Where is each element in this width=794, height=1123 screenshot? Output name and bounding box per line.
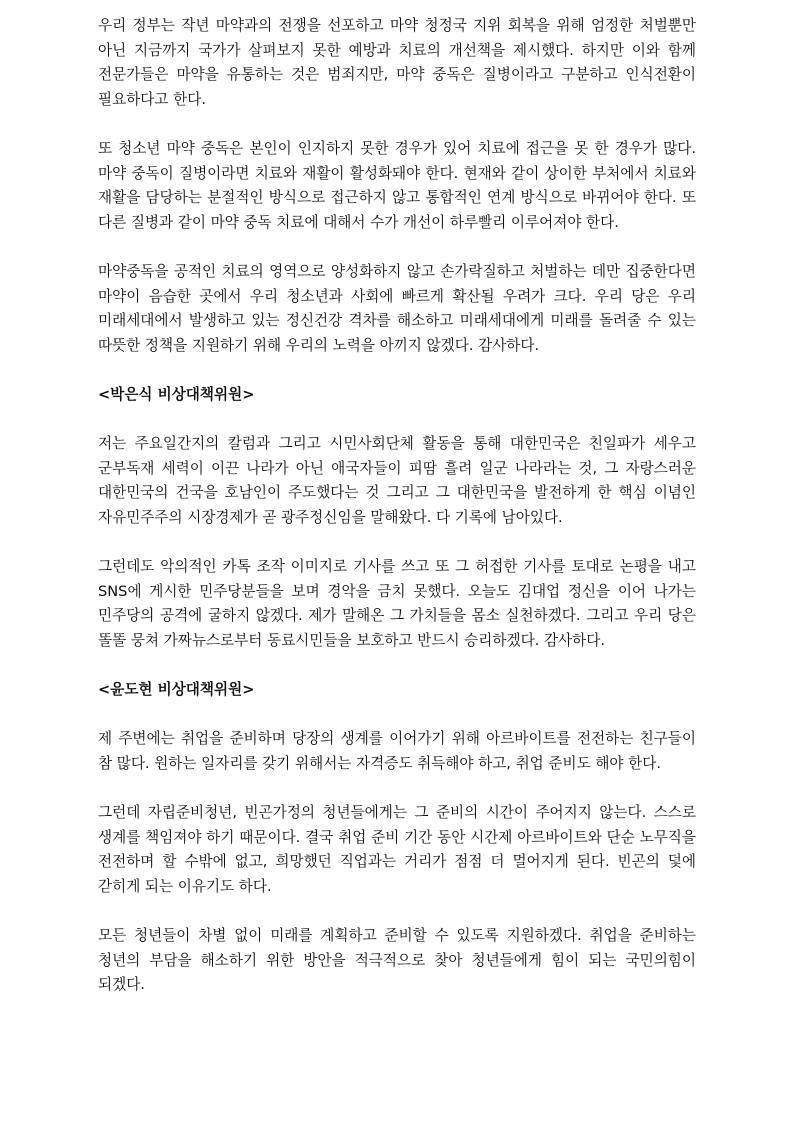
paragraph-park-fake-news: 그런데도 악의적인 카톡 조작 이미지로 기사를 쓰고 또 그 허접한 기사를 토대로 논평을 내고 SNS에 게시한 민주당분들을 보며 경악을 금치 못했다. 오늘도 김대업 정신을 이어 나가는 민주당의 공격에 굴하지 않겠다. 제가 말해온 그 가치들을 몸소 실천하겠다. 그리고 우리 당은 똘똘 뭉쳐 가짜뉴스로부터 동료시민들을 보호하고 반드시 승리하겠다. 감사하다. <box>98 558 696 649</box>
paragraph-treatment-public: 마약중독을 공적인 치료의 영역으로 양성화하지 않고 손가락질하고 처벌하는 데만 집중한다면 마약이 음습한 곳에서 우리 청소년과 사회에 빠르게 확산될 우려가 크다. 우리 당은 우리 미래세대에서 발생하고 있는 정신건강 격차를 해소하고 미래세대에게 미래를 돌려줄 수 있는 따뜻한 정책을 지원하기 위해 우리의 노력을 아끼지 않겠다. 감사하다. <box>98 262 696 354</box>
paragraph-yoon-jobs: 제 주변에는 취업을 준비하며 당장의 생계를 이어가기 위해 아르바이트를 전전하는 친구들이 참 많다. 원하는 일자리를 갖기 위해서는 자격증도 취득해야 하고, 취업 준비도 해야 한다. <box>98 730 696 772</box>
paragraph-park-columns: 저는 주요일간지의 칼럼과 그리고 시민사회단체 활동을 통해 대한민국은 친일파가 세우고 군부독재 세력이 이끈 나라가 아닌 애국자들이 피땀 흘려 일군 나라라는 것, 그 자랑스러운 대한민국의 건국을 호남인이 주도했다는 것 그리고 그 대한민국을 발전하게 한 핵심 이념인 자유민주주의 시장경제가 곧 광주정신임을 말해왔다. 다 기록에 남아있다. <box>98 435 696 526</box>
paragraph-youth-addiction: 또 청소년 마약 중독은 본인이 인지하지 못한 경우가 있어 치료에 접근을 못 한 경우가 많다. 마약 중독이 질병이라면 치료와 재활이 활성화돼야 한다. 현재와 같이 상이한 부처에서 치료와 재활을 담당하는 분절적인 방식으로 접근하지 않고 통합적인 연계 방식으로 바뀌어야 한다. 또 다른 질병과 같이 마약 중독 치료에 대해서 수가 개선이 하루빨리 이루어져야 한다. <box>98 139 696 231</box>
document-body <box>98 14 696 1022</box>
speaker-heading-yoon: <윤도현 비상대책위원> <box>98 681 255 699</box>
paragraph-yoon-support: 모든 청년들이 차별 없이 미래를 계획하고 준비할 수 있도록 지원하겠다. 취업을 준비하는 청년의 부담을 해소하기 위한 방안을 적극적으로 찾아 청년들에게 힘이 되는 국민의힘이 되겠다. <box>98 926 696 994</box>
paragraph-drug-policy: 우리 정부는 작년 마약과의 전쟁을 선포하고 마약 청정국 지위 회복을 위해 엄정한 처벌뿐만 아닌 지금까지 국가가 살펴보지 못한 예방과 치료의 개선책을 제시했다. 하지만 이와 함께 전문가들은 마약을 유통하는 것은 범죄지만, 마약 중독은 질병이라고 구분하고 인식전환이 필요하다고 한다. <box>98 17 696 108</box>
paragraph-yoon-poverty: 그런데 자립준비청년, 빈곤가정의 청년들에게는 그 준비의 시간이 주어지지 않는다. 스스로 생계를 책임져야 하기 때문이다. 결국 취업 준비 기간 동안 시간제 아르바이트와 단순 노무직을 전전하며 할 수밖에 없고, 희망했던 직업과는 거리가 점점 더 멀어지게 된다. 빈곤의 덫에 갇히게 되는 이유기도 하다. <box>98 804 696 895</box>
speaker-heading-park: <박은식 비상대책위원> <box>98 385 255 403</box>
